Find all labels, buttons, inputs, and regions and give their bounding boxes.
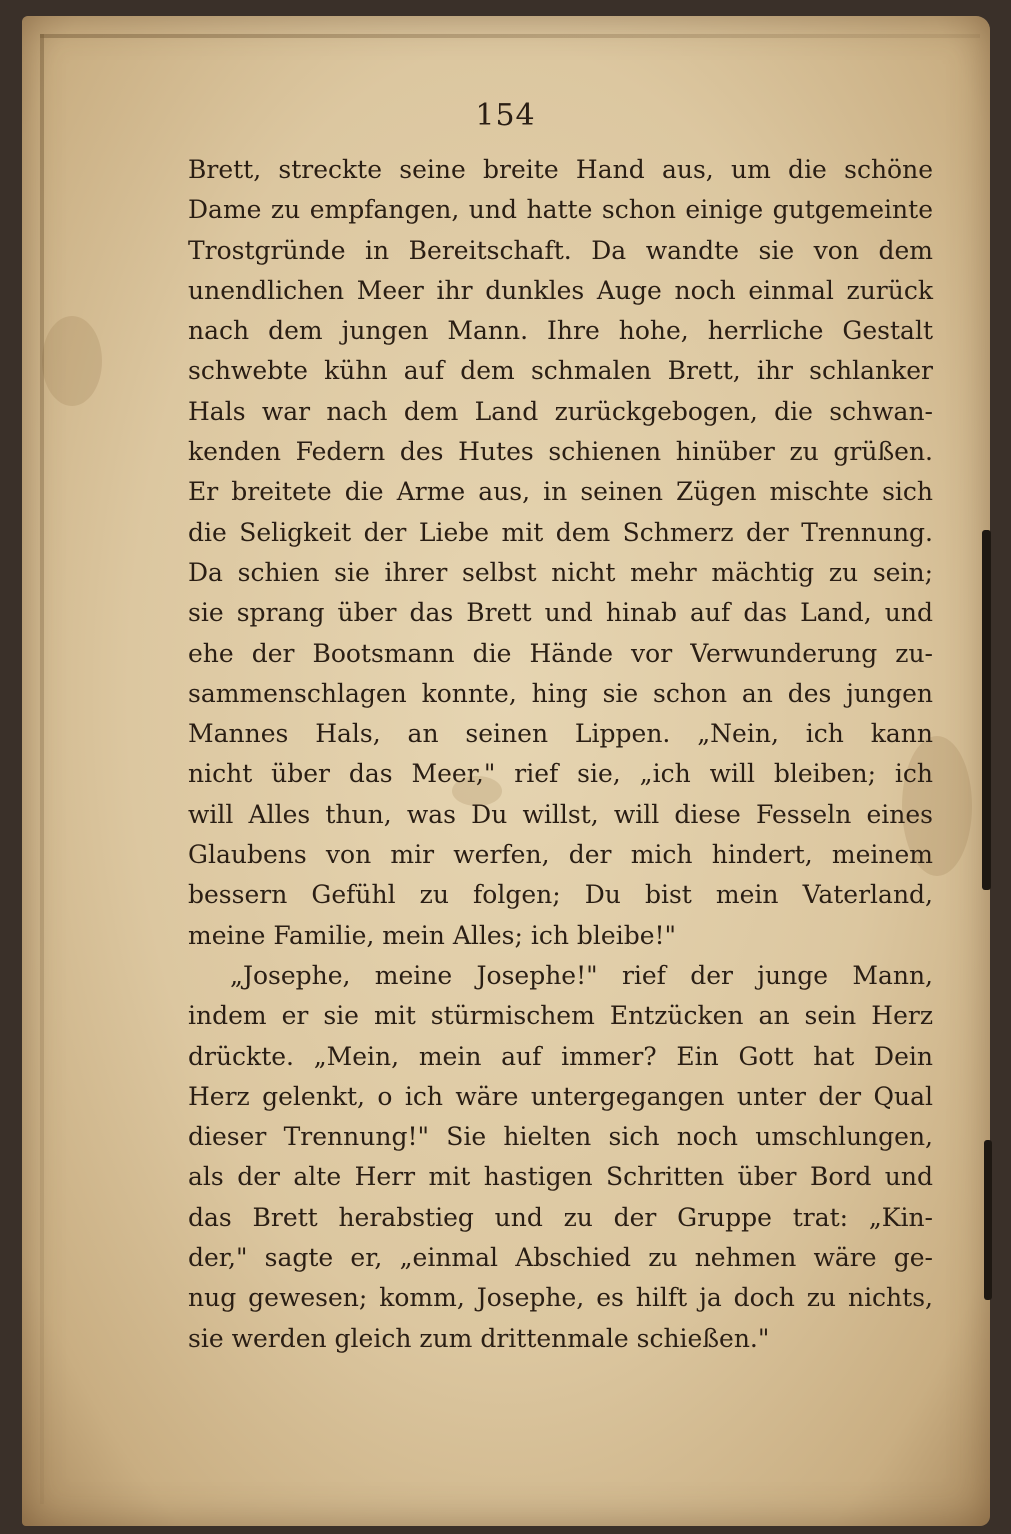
text-line: indem er sie mit stürmischem Entzücken an sein Herz <box>188 1001 933 1031</box>
text-line: unendlichen Meer ihr dunkles Auge noch einmal zurück <box>188 275 933 305</box>
text-line: Glaubens von mir werfen, der mich hindert, meinem <box>188 840 933 870</box>
page-edge-top <box>40 34 980 38</box>
text-line: sammenschlagen konnte, hing sie schon an des jungen <box>188 678 933 708</box>
text-line: das Brett herabstieg und zu der Gruppe trat: „Kin- <box>188 1202 933 1232</box>
text-line: sie sprang über das Brett und hinab auf das Land, und <box>188 598 933 628</box>
paper-stain <box>42 316 102 406</box>
body-text <box>188 150 933 1359</box>
text-line: Herz gelenkt, o ich wäre untergegangen unter der Qual <box>188 1081 933 1111</box>
page-edge-shadow <box>982 530 991 890</box>
text-line: Da schien sie ihrer selbst nicht mehr mächtig zu sein; <box>188 557 933 587</box>
text-line: ehe der Bootsmann die Hände vor Verwunderung zu- <box>188 638 933 668</box>
text-line: nicht über das Meer," rief sie, „ich will bleiben; ich <box>188 759 933 789</box>
text-line: schwebte kühn auf dem schmalen Brett, ihr schlanker <box>188 356 933 386</box>
text-line: will Alles thun, was Du willst, will diese Fesseln eines <box>188 799 933 829</box>
text-line: nug gewesen; komm, Josephe, es hilft ja doch zu nichts, <box>188 1283 933 1313</box>
text-line: bessern Gefühl zu folgen; Du bist mein Vaterland, <box>188 880 933 910</box>
text-line: dieser Trennung!" Sie hielten sich noch umschlungen, <box>188 1122 933 1152</box>
text-line: Mannes Hals, an seinen Lippen. „Nein, ich kann <box>188 719 933 749</box>
text-line: kenden Federn des Hutes schienen hinüber zu grüßen. <box>188 437 933 467</box>
page-number: 154 <box>475 98 536 133</box>
page-edge-shadow <box>984 1140 992 1300</box>
text-line: die Seligkeit der Liebe mit dem Schmerz der Trennung. <box>188 517 933 547</box>
text-line: der," sagte er, „einmal Abschied zu nehmen wäre ge- <box>188 1243 933 1273</box>
text-line: nach dem jungen Mann. Ihre hohe, herrliche Gestalt <box>188 316 933 346</box>
page-edge-left <box>40 34 44 1504</box>
text-line: Hals war nach dem Land zurückgebogen, die schwan- <box>188 396 933 426</box>
text-line: meine Familie, mein Alles; ich bleibe!" <box>188 920 677 950</box>
text-line: „Josephe, meine Josephe!" rief der junge Mann, <box>230 960 933 990</box>
text-line: Dame zu empfangen, und hatte schon einige gutgemeinte <box>188 195 933 225</box>
text-line: Brett, streckte seine breite Hand aus, um die schöne <box>188 155 933 184</box>
text-line: Er breitete die Arme aus, in seinen Zügen mischte sich <box>188 477 933 507</box>
text-line: drückte. „Mein, mein auf immer? Ein Gott hat Dein <box>188 1041 933 1071</box>
text-line: Trostgründe in Bereitschaft. Da wandte sie von dem <box>188 235 933 265</box>
text-line: als der alte Herr mit hastigen Schritten über Bord und <box>188 1162 933 1192</box>
text-line: sie werden gleich zum drittenmale schießen." <box>188 1323 770 1353</box>
